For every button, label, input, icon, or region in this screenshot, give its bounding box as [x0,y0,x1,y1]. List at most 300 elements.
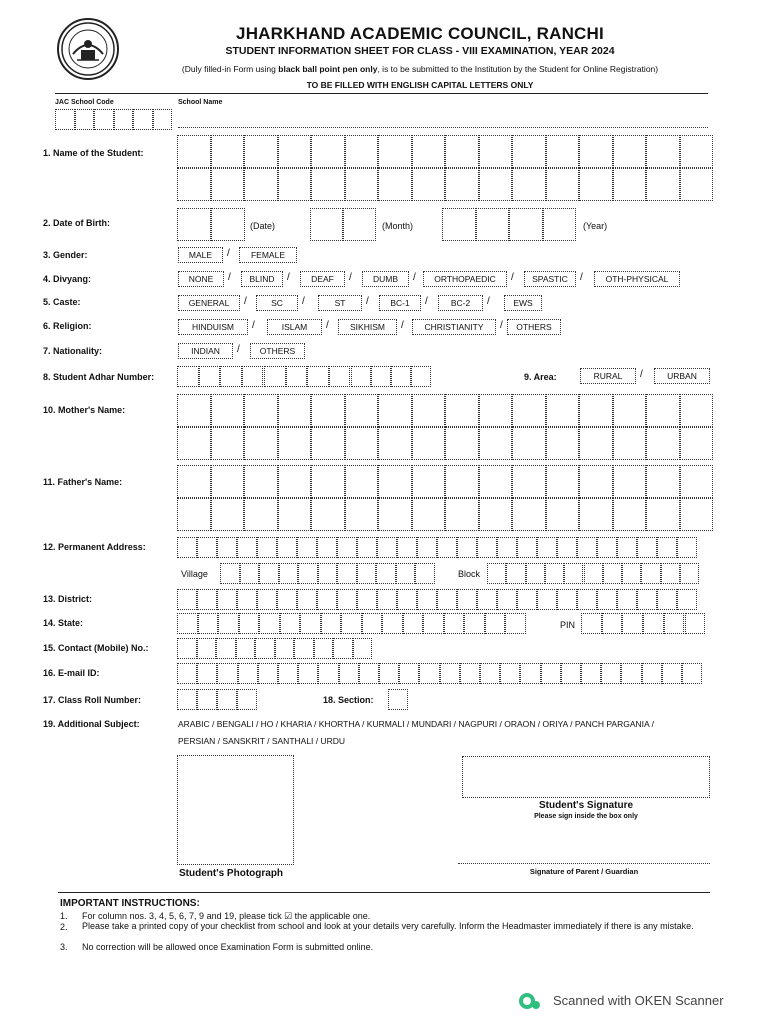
father-name-box[interactable] [177,498,211,531]
name-char-box[interactable] [345,168,379,201]
name-char-box[interactable] [378,168,412,201]
block-char-box[interactable] [564,563,583,584]
mother-name-box[interactable] [177,394,211,427]
mother-name-box[interactable] [445,427,479,460]
address-char-box[interactable] [317,537,337,558]
address-char-box[interactable] [417,537,437,558]
father-name-box[interactable] [211,465,245,498]
father-name-box[interactable] [445,465,479,498]
divyang-option-spastic[interactable]: SPASTIC [524,271,576,287]
name-char-box[interactable] [546,168,580,201]
father-name-box[interactable] [680,498,714,531]
address-char-box[interactable] [197,537,217,558]
email-char-box[interactable] [520,663,540,684]
subjects-line-1[interactable]: ARABIC / BENGALI / HO / KHARIA / KHORTHA / KURMALI / MUNDARI / NAGPURI / ORAON / ORIYA / PANCH PARGANIA / [178,719,654,729]
school-name-field[interactable] [178,127,708,128]
state-char-box[interactable] [382,613,403,634]
religion-option-sikhism[interactable]: SIKHISM [338,319,397,335]
pin-digit-box[interactable] [581,613,602,634]
village-char-box[interactable] [220,563,240,584]
address-char-box[interactable] [497,537,517,558]
name-char-box[interactable] [177,168,211,201]
nationality-option-indian[interactable]: INDIAN [178,343,233,359]
state-char-box[interactable] [341,613,362,634]
signature-box[interactable] [462,756,710,798]
father-label: 11. Father's Name: [43,477,123,487]
email-char-box[interactable] [359,663,379,684]
address-char-box[interactable] [457,537,477,558]
village-char-box[interactable] [376,563,396,584]
name-char-box[interactable] [211,168,245,201]
caste-option-bc-2[interactable]: BC-2 [438,295,483,311]
additional-subject-label: 19. Additional Subject: [43,719,140,729]
mother-name-box[interactable] [278,427,312,460]
name-char-box[interactable] [613,168,647,201]
pin-digit-box[interactable] [602,613,623,634]
block-char-box[interactable] [622,563,641,584]
mother-name-box[interactable] [345,427,379,460]
father-name-box[interactable] [479,498,513,531]
mobile-digit-box[interactable] [275,638,295,659]
village-char-box[interactable] [259,563,279,584]
mother-name-box[interactable] [646,394,680,427]
gender-separator: / [227,248,230,259]
father-name-box[interactable] [345,498,379,531]
state-char-box[interactable] [321,613,342,634]
district-char-box[interactable] [537,589,557,610]
pin-digit-box[interactable] [664,613,685,634]
jac-code-box[interactable] [153,109,173,130]
roll-digit-box[interactable] [197,689,217,710]
email-char-box[interactable] [177,663,197,684]
village-char-box[interactable] [357,563,377,584]
block-char-box[interactable] [545,563,564,584]
district-char-box[interactable] [237,589,257,610]
address-char-box[interactable] [437,537,457,558]
adhar-digit-box[interactable] [199,366,221,387]
father-name-box[interactable] [579,465,613,498]
mother-name-box[interactable] [177,427,211,460]
name-char-box[interactable] [512,135,546,168]
pin-digit-box[interactable] [622,613,643,634]
district-char-box[interactable] [677,589,697,610]
address-char-box[interactable] [257,537,277,558]
mother-name-box[interactable] [479,427,513,460]
name-char-box[interactable] [278,168,312,201]
email-char-box[interactable] [682,663,702,684]
state-char-box[interactable] [280,613,301,634]
mobile-digit-box[interactable] [177,638,197,659]
mobile-digit-box[interactable] [314,638,334,659]
village-char-box[interactable] [298,563,318,584]
adhar-digit-box[interactable] [351,366,371,387]
block-char-box[interactable] [526,563,545,584]
father-name-box[interactable] [378,498,412,531]
adhar-label: 8. Student Adhar Number: [43,372,155,382]
address-char-box[interactable] [357,537,377,558]
name-char-box[interactable] [445,168,479,201]
district-char-box[interactable] [197,589,217,610]
jac-code-box[interactable] [94,109,114,130]
mobile-digit-box[interactable] [216,638,236,659]
adhar-digit-box[interactable] [391,366,411,387]
father-name-box[interactable] [512,465,546,498]
district-char-box[interactable] [357,589,377,610]
dob-year-box[interactable] [509,208,543,241]
mother-name-box[interactable] [211,427,245,460]
district-char-box[interactable] [597,589,617,610]
father-name-box[interactable] [244,465,278,498]
name-char-box[interactable] [445,135,479,168]
district-char-box[interactable] [637,589,657,610]
jac-code-box[interactable] [114,109,134,130]
name-char-box[interactable] [613,135,647,168]
caste-option-sc[interactable]: SC [256,295,298,311]
address-char-box[interactable] [537,537,557,558]
mobile-digit-box[interactable] [236,638,256,659]
name-char-box[interactable] [412,135,446,168]
roll-digit-box[interactable] [177,689,197,710]
father-name-box[interactable] [211,498,245,531]
mother-name-box[interactable] [311,427,345,460]
dob-year-box[interactable] [543,208,577,241]
block-char-box[interactable] [641,563,660,584]
religion-option-christianity[interactable]: CHRISTIANITY [412,319,496,335]
religion-option-others[interactable]: OTHERS [507,319,561,335]
district-char-box[interactable] [317,589,337,610]
adhar-digit-box[interactable] [220,366,242,387]
name-char-box[interactable] [412,168,446,201]
mobile-digit-box[interactable] [255,638,275,659]
father-name-box[interactable] [546,498,580,531]
state-char-box[interactable] [444,613,465,634]
address-char-box[interactable] [377,537,397,558]
father-name-box[interactable] [680,465,714,498]
dob-date-box[interactable] [177,208,211,241]
district-char-box[interactable] [437,589,457,610]
email-char-box[interactable] [541,663,561,684]
block-char-box[interactable] [661,563,680,584]
state-char-box[interactable] [177,613,198,634]
village-char-box[interactable] [396,563,416,584]
mobile-digit-box[interactable] [353,638,373,659]
father-name-box[interactable] [345,465,379,498]
dob-date-box[interactable] [211,208,245,241]
email-char-box[interactable] [460,663,480,684]
area-option-rural[interactable]: RURAL [580,368,636,384]
gender-option-female[interactable]: FEMALE [239,247,297,263]
nationality-option-others[interactable]: OTHERS [250,343,305,359]
section-box[interactable] [388,689,408,710]
district-char-box[interactable] [297,589,317,610]
state-char-box[interactable] [423,613,444,634]
mother-name-box[interactable] [512,427,546,460]
adhar-digit-box[interactable] [286,366,308,387]
state-char-box[interactable] [239,613,260,634]
state-char-box[interactable] [403,613,424,634]
district-char-box[interactable] [577,589,597,610]
email-char-box[interactable] [581,663,601,684]
email-char-box[interactable] [601,663,621,684]
name-char-box[interactable] [512,168,546,201]
father-name-box[interactable] [177,465,211,498]
father-name-box[interactable] [579,498,613,531]
name-char-box[interactable] [177,135,211,168]
mother-name-box[interactable] [613,427,647,460]
name-char-box[interactable] [244,135,278,168]
father-name-box[interactable] [445,498,479,531]
email-char-box[interactable] [662,663,682,684]
district-char-box[interactable] [177,589,197,610]
district-char-box[interactable] [397,589,417,610]
state-char-box[interactable] [464,613,485,634]
father-name-box[interactable] [311,498,345,531]
mother-name-box[interactable] [378,427,412,460]
mother-name-box[interactable] [546,394,580,427]
email-char-box[interactable] [298,663,318,684]
photo-box[interactable] [177,755,294,865]
dob-month-box[interactable] [343,208,376,241]
divyang-option-oth-physical[interactable]: OTH-PHYSICAL [594,271,680,287]
mother-name-box[interactable] [211,394,245,427]
address-char-box[interactable] [177,537,197,558]
address-char-box[interactable] [637,537,657,558]
email-char-box[interactable] [419,663,439,684]
father-name-box[interactable] [244,498,278,531]
father-name-box[interactable] [646,465,680,498]
state-char-box[interactable] [300,613,321,634]
adhar-digit-box[interactable] [177,366,199,387]
divyang-option-dumb[interactable]: DUMB [362,271,409,287]
name-char-box[interactable] [311,168,345,201]
email-char-box[interactable] [500,663,520,684]
village-char-box[interactable] [318,563,338,584]
block-char-box[interactable] [506,563,525,584]
name-char-box[interactable] [579,168,613,201]
adhar-digit-box[interactable] [371,366,391,387]
email-char-box[interactable] [278,663,298,684]
village-char-box[interactable] [240,563,260,584]
district-char-box[interactable] [477,589,497,610]
name-char-box[interactable] [278,135,312,168]
gender-option-male[interactable]: MALE [178,247,223,263]
name-char-box[interactable] [244,168,278,201]
mother-name-box[interactable] [278,394,312,427]
district-char-box[interactable] [457,589,477,610]
district-char-box[interactable] [417,589,437,610]
school-name-label: School Name [178,99,223,106]
address-char-box[interactable] [477,537,497,558]
address-char-box[interactable] [617,537,637,558]
dob-month-box[interactable] [310,208,343,241]
state-char-box[interactable] [505,613,526,634]
name-char-box[interactable] [345,135,379,168]
mother-name-box[interactable] [445,394,479,427]
mother-name-box[interactable] [646,427,680,460]
district-char-box[interactable] [377,589,397,610]
block-char-box[interactable] [487,563,506,584]
email-char-box[interactable] [197,663,217,684]
mother-name-box[interactable] [244,427,278,460]
pin-digit-box[interactable] [643,613,664,634]
mother-name-box[interactable] [680,427,714,460]
address-char-box[interactable] [677,537,697,558]
dob-year-box[interactable] [442,208,476,241]
district-char-box[interactable] [557,589,577,610]
block-char-box[interactable] [584,563,603,584]
divyang-option-orthopaedic[interactable]: ORTHOPAEDIC [423,271,507,287]
address-char-box[interactable] [337,537,357,558]
state-char-box[interactable] [218,613,239,634]
district-char-box[interactable] [617,589,637,610]
mother-name-box[interactable] [579,427,613,460]
district-char-box[interactable] [517,589,537,610]
name-char-box[interactable] [378,135,412,168]
email-char-box[interactable] [642,663,662,684]
mother-name-box[interactable] [512,394,546,427]
roll-digit-box[interactable] [237,689,257,710]
email-char-box[interactable] [561,663,581,684]
caste-label: 5. Caste: [43,297,81,307]
jac-code-box[interactable] [133,109,153,130]
district-char-box[interactable] [257,589,277,610]
village-char-box[interactable] [415,563,435,584]
district-char-box[interactable] [277,589,297,610]
father-name-box[interactable] [412,498,446,531]
father-name-box[interactable] [646,498,680,531]
mother-name-box[interactable] [546,427,580,460]
caste-option-st[interactable]: ST [318,295,362,311]
name-char-box[interactable] [479,135,513,168]
mother-name-box[interactable] [680,394,714,427]
father-name-box[interactable] [613,465,647,498]
name-char-box[interactable] [211,135,245,168]
subjects-line-2[interactable]: PERSIAN / SANSKRIT / SANTHALI / URDU [178,736,346,746]
instructions-divider [58,892,710,893]
address-char-box[interactable] [237,537,257,558]
block-char-box[interactable] [680,563,699,584]
email-char-box[interactable] [440,663,460,684]
jac-code-box[interactable] [75,109,95,130]
mother-name-box[interactable] [244,394,278,427]
address-char-box[interactable] [597,537,617,558]
mobile-digit-box[interactable] [197,638,217,659]
address-char-box[interactable] [557,537,577,558]
mother-name-box[interactable] [613,394,647,427]
divyang-option-blind[interactable]: BLIND [241,271,283,287]
form-subtitle: STUDENT INFORMATION SHEET FOR CLASS - VIII EXAMINATION, YEAR 2024 [225,45,615,57]
state-char-box[interactable] [485,613,506,634]
state-char-box[interactable] [198,613,219,634]
divyang-option-none[interactable]: NONE [178,271,224,287]
area-option-urban[interactable]: URBAN [654,368,710,384]
address-char-box[interactable] [217,537,237,558]
address-char-box[interactable] [297,537,317,558]
mother-name-box[interactable] [579,394,613,427]
mobile-digit-box[interactable] [294,638,314,659]
mother-name-box[interactable] [479,394,513,427]
block-char-box[interactable] [603,563,622,584]
parent-signature-line[interactable] [458,863,710,864]
state-char-box[interactable] [362,613,383,634]
name-char-box[interactable] [311,135,345,168]
divyang-separator: / [349,272,352,283]
email-char-box[interactable] [399,663,419,684]
email-char-box[interactable] [217,663,237,684]
caste-option-bc-1[interactable]: BC-1 [379,295,421,311]
email-char-box[interactable] [339,663,359,684]
mobile-digit-box[interactable] [333,638,353,659]
mother-name-box[interactable] [311,394,345,427]
email-char-box[interactable] [238,663,258,684]
father-name-box[interactable] [479,465,513,498]
religion-option-hinduism[interactable]: HINDUISM [178,319,248,335]
name-char-box[interactable] [579,135,613,168]
email-char-box[interactable] [621,663,641,684]
email-char-box[interactable] [258,663,278,684]
caste-option-general[interactable]: GENERAL [178,295,240,311]
caste-option-ews[interactable]: EWS [504,295,542,311]
mother-name-box[interactable] [345,394,379,427]
father-name-box[interactable] [512,498,546,531]
father-name-box[interactable] [311,465,345,498]
name-char-box[interactable] [680,168,714,201]
father-name-box[interactable] [378,465,412,498]
address-char-box[interactable] [277,537,297,558]
email-char-box[interactable] [379,663,399,684]
village-char-box[interactable] [337,563,357,584]
district-char-box[interactable] [657,589,677,610]
name-char-box[interactable] [646,135,680,168]
page-title: JHARKHAND ACADEMIC COUNCIL, RANCHI [236,24,604,43]
address-char-box[interactable] [517,537,537,558]
name-char-box[interactable] [646,168,680,201]
district-char-box[interactable] [217,589,237,610]
adhar-digit-box[interactable] [411,366,431,387]
roll-digit-box[interactable] [217,689,237,710]
adhar-digit-box[interactable] [264,366,286,387]
religion-option-islam[interactable]: ISLAM [267,319,322,335]
name-char-box[interactable] [479,168,513,201]
father-name-box[interactable] [412,465,446,498]
name-char-box[interactable] [546,135,580,168]
father-name-box[interactable] [278,498,312,531]
father-name-box[interactable] [546,465,580,498]
adhar-digit-box[interactable] [307,366,329,387]
email-char-box[interactable] [480,663,500,684]
email-char-box[interactable] [318,663,338,684]
mother-name-box[interactable] [378,394,412,427]
state-char-box[interactable] [259,613,280,634]
divyang-option-deaf[interactable]: DEAF [300,271,345,287]
address-char-box[interactable] [577,537,597,558]
adhar-digit-box[interactable] [242,366,264,387]
father-name-box[interactable] [278,465,312,498]
jac-code-box[interactable] [55,109,75,130]
name-char-box[interactable] [680,135,714,168]
district-char-box[interactable] [497,589,517,610]
father-name-box[interactable] [613,498,647,531]
adhar-digit-box[interactable] [329,366,351,387]
pin-digit-box[interactable] [685,613,706,634]
district-char-box[interactable] [337,589,357,610]
address-char-box[interactable] [657,537,677,558]
mother-name-box[interactable] [412,427,446,460]
dob-year-box[interactable] [476,208,510,241]
mother-name-box[interactable] [412,394,446,427]
village-char-box[interactable] [279,563,299,584]
address-char-box[interactable] [397,537,417,558]
